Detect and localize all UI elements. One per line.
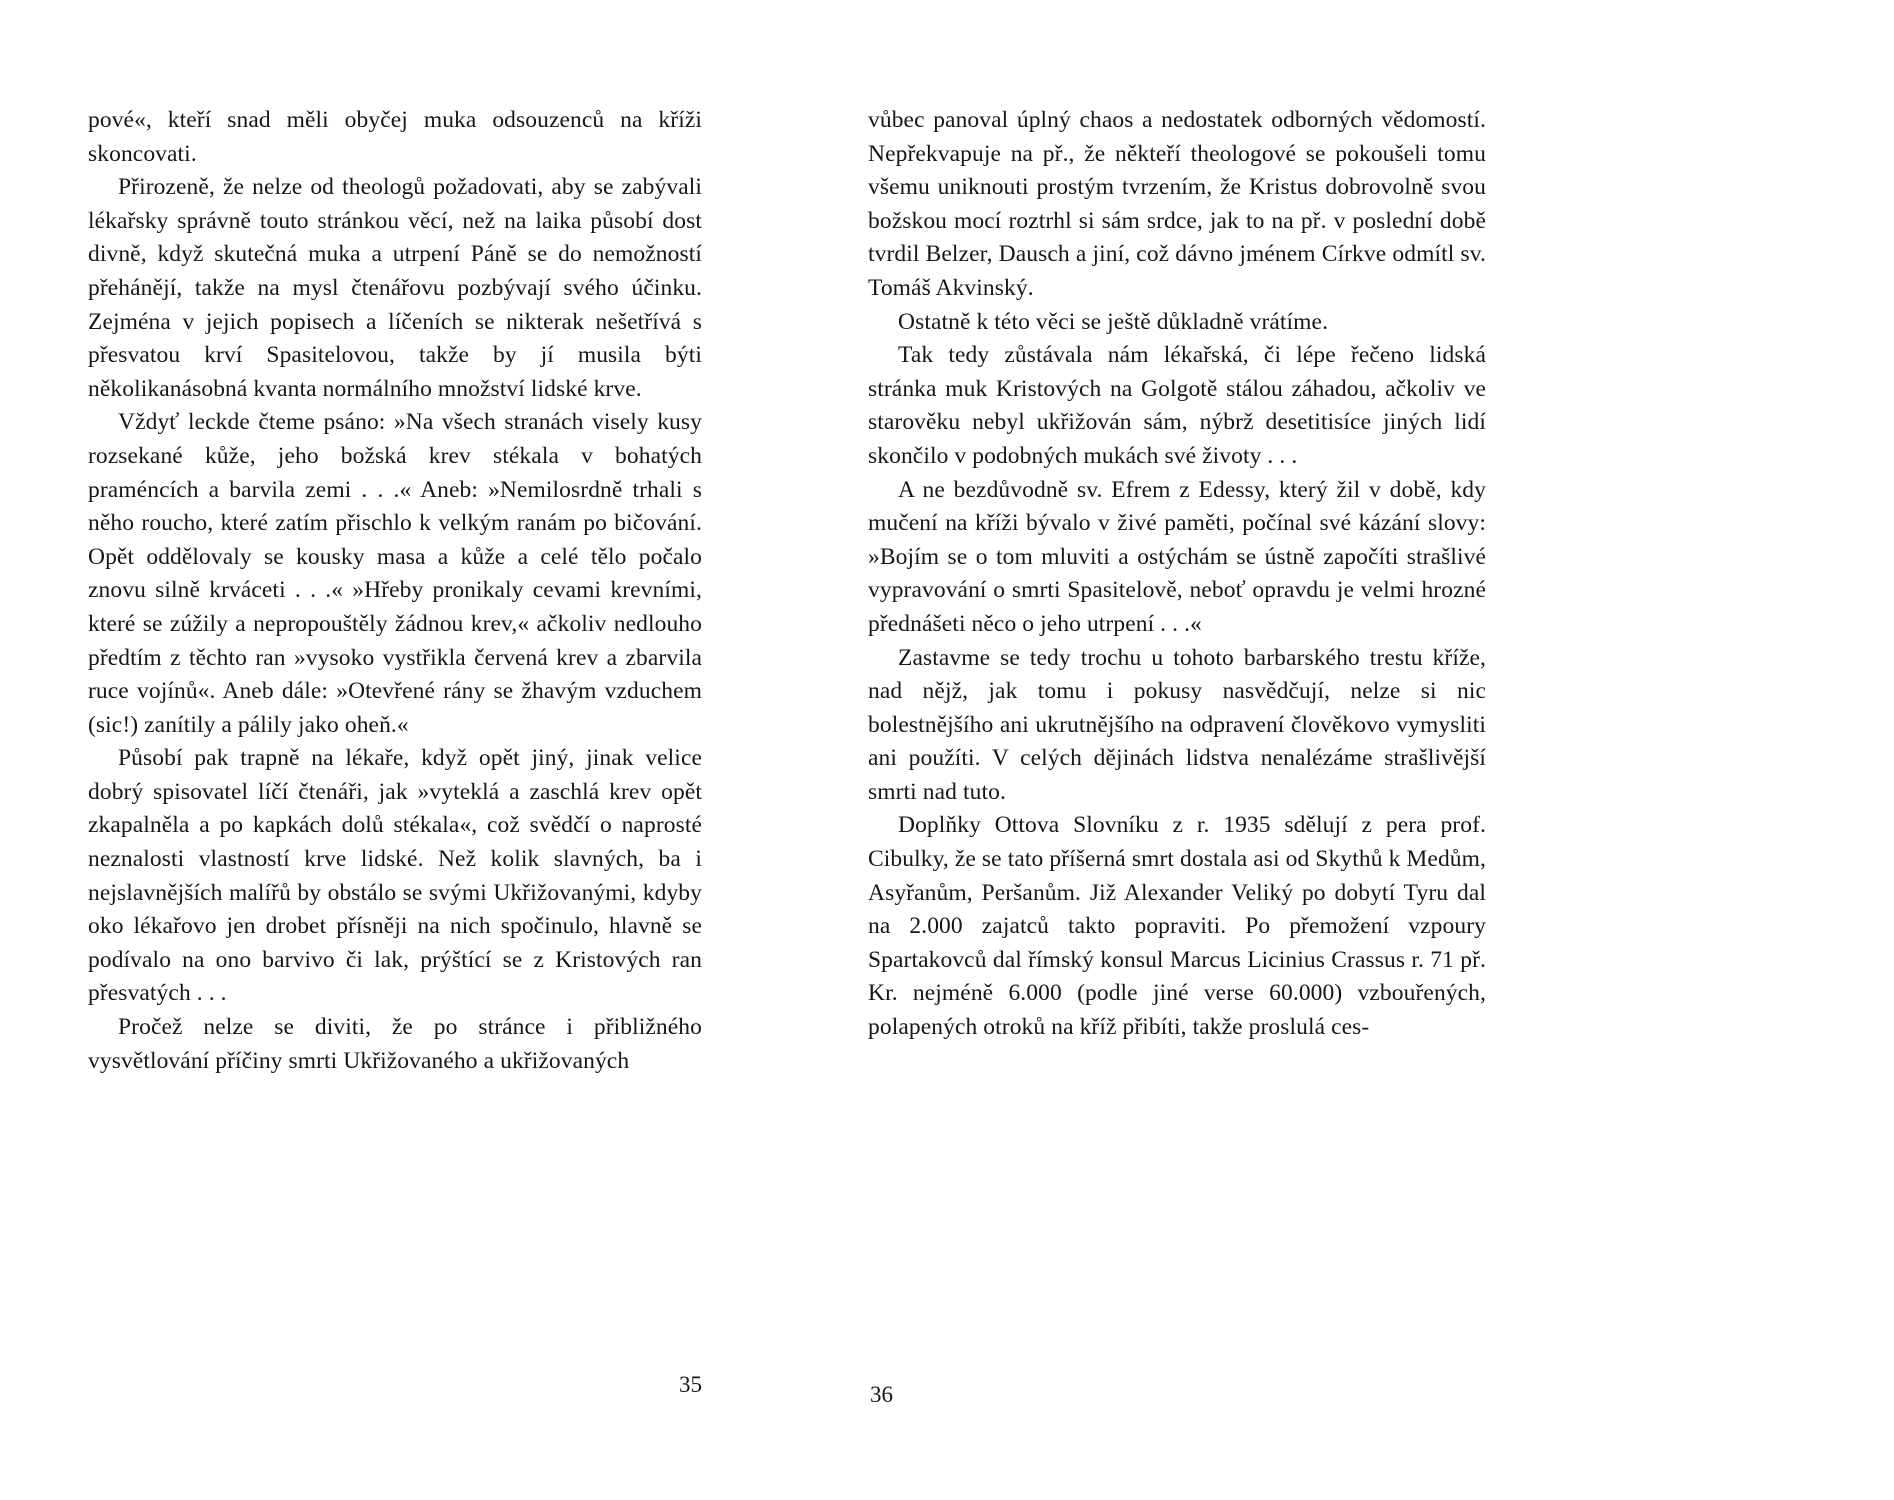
left-page-text bbox=[88, 104, 702, 1078]
paragraph: Zastavme se tedy trochu u tohoto barbarského trestu kříže, nad nějž, jak tomu i pokusy nasvědčují, nelze si nic bolestnějšího ani ukrutnějšího na odpravení člověkovo vymysliti ani použíti. V celých dějinách lidstva nenalézáme strašlivější smrti nad tuto. bbox=[868, 644, 1486, 805]
paragraph: Přirozeně, že nelze od theologů požadovati, aby se zabývali lékařsky správně touto stránkou věcí, než na laika působí dost divně, když skutečná muka a utrpení Páně se do nemožností přehánějí, takže na mysl čtenářovu pozbývají svého účinku. Zejména v jejich popisech a líčeních se nikterak nešetřívá s přesvatou krví Spasitelovou, takže by jí musila býti několikanásobná kvanta normálního množství lidské krve. bbox=[88, 174, 702, 402]
paragraph: Tak tedy zůstávala nám lékařská, či lépe řečeno lidská stránka muk Kristových na Golgotě stálou záhadou, ačkoliv ve starověku nebyl ukřižován sám, nýbrž desetitisíce jiných lidí skončilo v podobných mukách své životy . . . bbox=[868, 342, 1486, 469]
right-page-number: 36 bbox=[870, 1382, 893, 1407]
paragraph: Pročež nelze se diviti, že po stránce i přibližného vysvětlování příčiny smrti Ukřižovaného a ukřižovaných bbox=[88, 1014, 702, 1074]
paragraph: Ostatně k této věci se ještě důkladně vrátíme. bbox=[898, 308, 1329, 335]
paragraph: vůbec panoval úplný chaos a nedostatek odborných vědomostí. Nepřekvapuje na př., že někteří theologové se pokoušeli tomu všemu uniknouti prostým tvrzením, že Kristus dobrovolně svou božskou mocí roztrhl si sám srdce, jak to na př. v poslední době tvrdil Belzer, Dausch a jiní, což dávno jménem Církve odmítl sv. Tomáš Akvinský. bbox=[868, 107, 1486, 301]
paragraph: A ne bezdůvodně sv. Efrem z Edessy, který žil v době, kdy mučení na kříži bývalo v živé paměti, počínal své kázání slovy: »Bojím se o tom mluviti a ostýchám se ústně započíti strašlivé vypravování o smrti Spasitelově, neboť opravdu je velmi hrozné přednášeti něco o jeho utrpení . . .« bbox=[868, 476, 1486, 637]
paragraph: Doplňky Ottova Slovníku z r. 1935 sdělují z pera prof. Cibulky, že se tato příšerná smrt dostala asi od Skythů k Medům, Asyřanům, Peršanům. Již Alexander Veliký po dobytí Tyru dal na 2.000 zajatců takto popraviti. Po přemožení vzpoury Spartakovců dal římský konsul Marcus Licinius Crassus r. 71 př. Kr. nejméně 6.000 (podle jiné verse 60.000) vzbouřených, polapených otroků na kříž přibíti, takže proslulá ces- bbox=[868, 812, 1486, 1041]
paragraph: Působí pak trapně na lékaře, když opět jiný, jinak velice dobrý spisovatel líčí čtenáři, jak »vyteklá a zaschlá krev opět zkapalněla a po kapkách dolů stékala«, což svědčí o naprosté neznalosti vlastností krve lidské. Než kolik slavných, ba i nejslavnějších malířů by obstálo se svými Ukřižovanými, kdyby oko lékařovo jen drobet přísněji na nich spočinulo, hlavně se podívalo na ono barvivo či lak, prýštící se z Kristových ran přesvatých . . . bbox=[88, 745, 702, 1007]
left-page-number: 35 bbox=[679, 1372, 702, 1397]
right-page-text bbox=[868, 104, 1486, 1045]
paragraph: pové«, kteří snad měli obyčej muka odsouzenců na kříži skoncovati. bbox=[88, 107, 702, 167]
paragraph: Vždyť leckde čteme psáno: »Na všech stranách visely kusy rozsekané kůže, jeho božská krev stékala v bohatých praméncích a barvila zemi . . .« Aneb: »Nemilosrdně trhali s něho roucho, které zatím přischlo k velkým ranám po bičování. Opět oddělovaly se kousky masa a kůže a celé tělo počalo znovu silně krváceti . . .« »Hřeby pronikaly cevami krevními, které se zúžily a nepropouštěly žádnou krev,« ačkoliv nedlouho předtím z těchto ran »vysoko vystřikla červená krev a zbarvila ruce vojínů«. Aneb dále: »Otevřené rány se žhavým vzduchem (sic!) zanítily a pálily jako oheň.« bbox=[88, 409, 702, 738]
